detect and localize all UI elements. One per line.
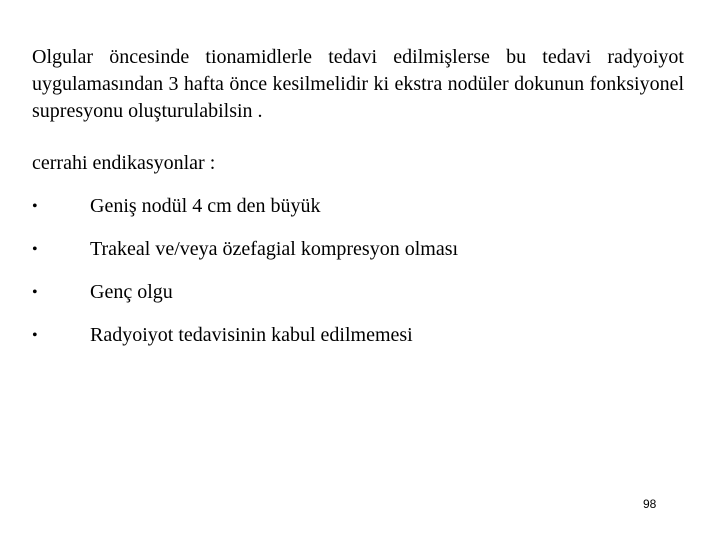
page-number: 98 bbox=[643, 497, 657, 511]
list-item bbox=[32, 322, 458, 365]
list-item-text: Genç olgu bbox=[90, 281, 173, 303]
surgical-indications-heading: cerrahi endikasyonlar : bbox=[32, 152, 216, 174]
indications-list bbox=[32, 193, 458, 365]
list-item bbox=[32, 193, 458, 236]
list-item bbox=[32, 236, 458, 279]
list-item bbox=[32, 279, 458, 322]
list-item-text: Trakeal ve/veya özefagial kompresyon olması bbox=[90, 238, 459, 260]
bullet-icon: • bbox=[32, 327, 38, 344]
intro-paragraph: Olgular öncesinde tionamidlerle tedavi edilmişlerse bu tedavi radyoiyot uygulamasından 3 hafta önce kesilmelidir ki ekstra nodüler dokunun fonksiyonel supresyonu oluşturulabilsin . bbox=[32, 46, 684, 122]
list-item-text: Geniş nodül 4 cm den büyük bbox=[90, 195, 321, 217]
bullet-icon: • bbox=[32, 241, 38, 258]
bullet-icon: • bbox=[32, 284, 38, 301]
list-item-text: Radyoiyot tedavisinin kabul edilmemesi bbox=[90, 324, 413, 346]
bullet-icon: • bbox=[32, 198, 38, 215]
